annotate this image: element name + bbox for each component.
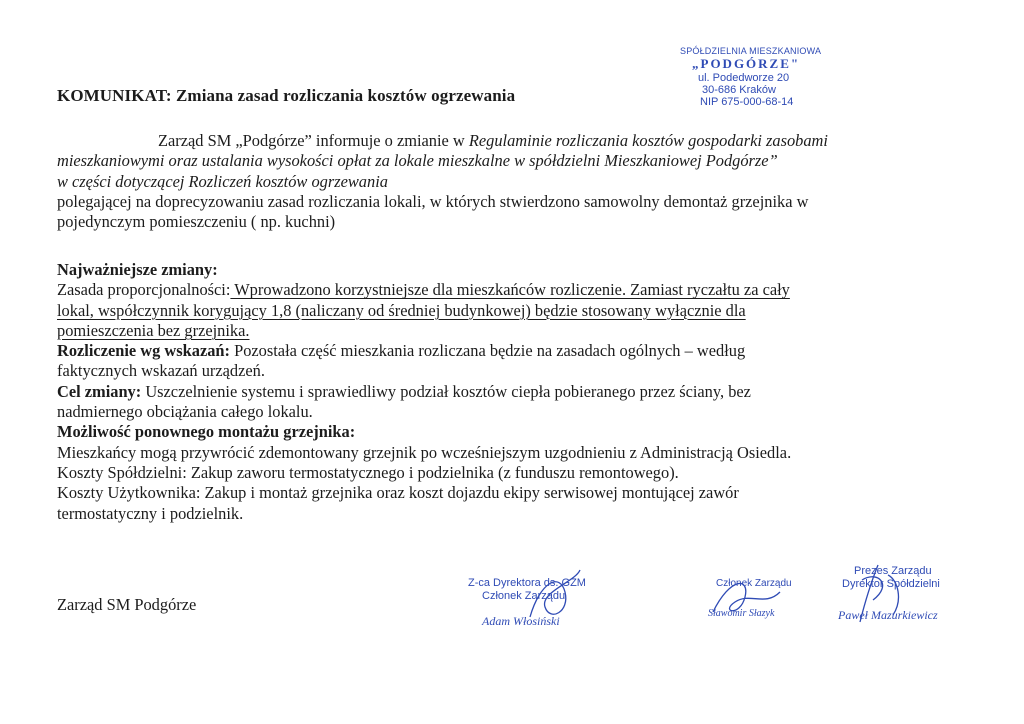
handwritten-signature	[520, 562, 590, 632]
signature-role: Członek Zarządu	[716, 578, 792, 589]
handwritten-signature	[705, 572, 785, 622]
closing-signature: Zarząd SM Podgórze	[57, 595, 197, 614]
change-text: faktycznych wskazań urządzeń.	[57, 361, 265, 381]
section-heading: Najważniejsze zmiany:	[57, 260, 218, 279]
intro-paragraph	[57, 131, 982, 232]
change-text: nadmiernego obciążania całego lokalu.	[57, 402, 313, 422]
intro-line-3: w części dotyczącej Rozliczeń kosztów ogrzewania	[57, 171, 388, 191]
signature-role: Dyrektor Spółdzielni	[842, 578, 940, 590]
intro-line-1	[57, 131, 982, 151]
intro-line-4: polegającej na doprecyzowaniu zasad rozliczania lokali, w których stwierdzono samowolny demontaż grzejnika w	[57, 191, 809, 211]
signature-name: Adam Włosiński	[482, 614, 560, 628]
change-label: Rozliczenie wg wskazań:	[57, 341, 230, 361]
stamp-line: SPÓŁDZIELNIA MIESZKANIOWA	[680, 46, 822, 56]
change-text: lokal, współczynnik korygujący 1,8 (naliczany od średniej budynkowej) będzie stosowany wyłącznie dla	[57, 300, 746, 320]
change-text: Wprowadzono korzystniejsze dla mieszkańców rozliczenie. Zamiast ryczałtu za cały	[230, 280, 790, 300]
signature-role: Członek Zarządu	[482, 590, 566, 602]
stamp-line: NIP 675-000-68-14	[700, 96, 794, 108]
change-label: Zasada proporcjonalności:	[57, 280, 231, 300]
change-text: Pozostała część mieszkania rozliczana będzie na zasadach ogólnych – według	[229, 341, 746, 361]
change-text: termostatyczny i podzielnik.	[57, 503, 244, 523]
change-text: Koszty Spółdzielni: Zakup zaworu termostatycznego i podzielnika (z funduszu remontowego).	[57, 462, 679, 482]
stamp-line: 30-686 Kraków	[702, 84, 776, 96]
intro-line-5: pojedynczym pomieszczeniu ( np. kuchni)	[57, 212, 336, 232]
signature-name: Sławomir Słazyk	[708, 608, 775, 619]
signature-role: Prezes Zarządu	[854, 565, 932, 577]
stamp-line: ul. Podedworze 20	[698, 72, 790, 84]
change-text: pomieszczenia bez grzejnika.	[57, 320, 250, 340]
stamp-line: „PODGÓRZE"	[692, 56, 801, 71]
change-text: Mieszkańcy mogą przywrócić zdemontowany grzejnik po wcześniejszym uzgodnieniu z Administracją Osiedla.	[57, 442, 792, 462]
intro-lead: Zarząd SM „Podgórze” informuje o zmianie w	[158, 131, 469, 150]
signature-name: Paweł Mazurkiewicz	[838, 608, 938, 622]
regulation-title: Regulaminie rozliczania kosztów gospodarki zasobami	[468, 131, 828, 150]
changes-section	[57, 260, 982, 524]
change-label: Możliwość ponownego montażu grzejnika:	[57, 422, 356, 442]
change-text: Koszty Użytkownika: Zakup i montaż grzejnika oraz koszt dojazdu ekipy serwisowej montującej zawór	[57, 483, 739, 503]
change-line	[57, 341, 982, 361]
change-line	[57, 382, 982, 402]
handwritten-signature	[848, 560, 918, 630]
page-title: KOMUNIKAT: Zmiana zasad rozliczania kosztów ogrzewania	[57, 86, 516, 105]
signature-role: Z-ca Dyrektora ds. GZM	[468, 577, 586, 589]
intro-line-2: mieszkaniowymi oraz ustalania wysokości opłat za lokale mieszkalne w spółdzielni Mieszkaniowej Podgórze”	[57, 151, 778, 171]
cooperative-stamp	[680, 46, 850, 108]
change-line	[57, 280, 982, 300]
change-text: Uszczelnienie systemu i sprawiedliwy podział kosztów ciepła pobieranego przez ściany, bez	[141, 381, 751, 401]
change-label: Cel zmiany:	[57, 381, 142, 401]
